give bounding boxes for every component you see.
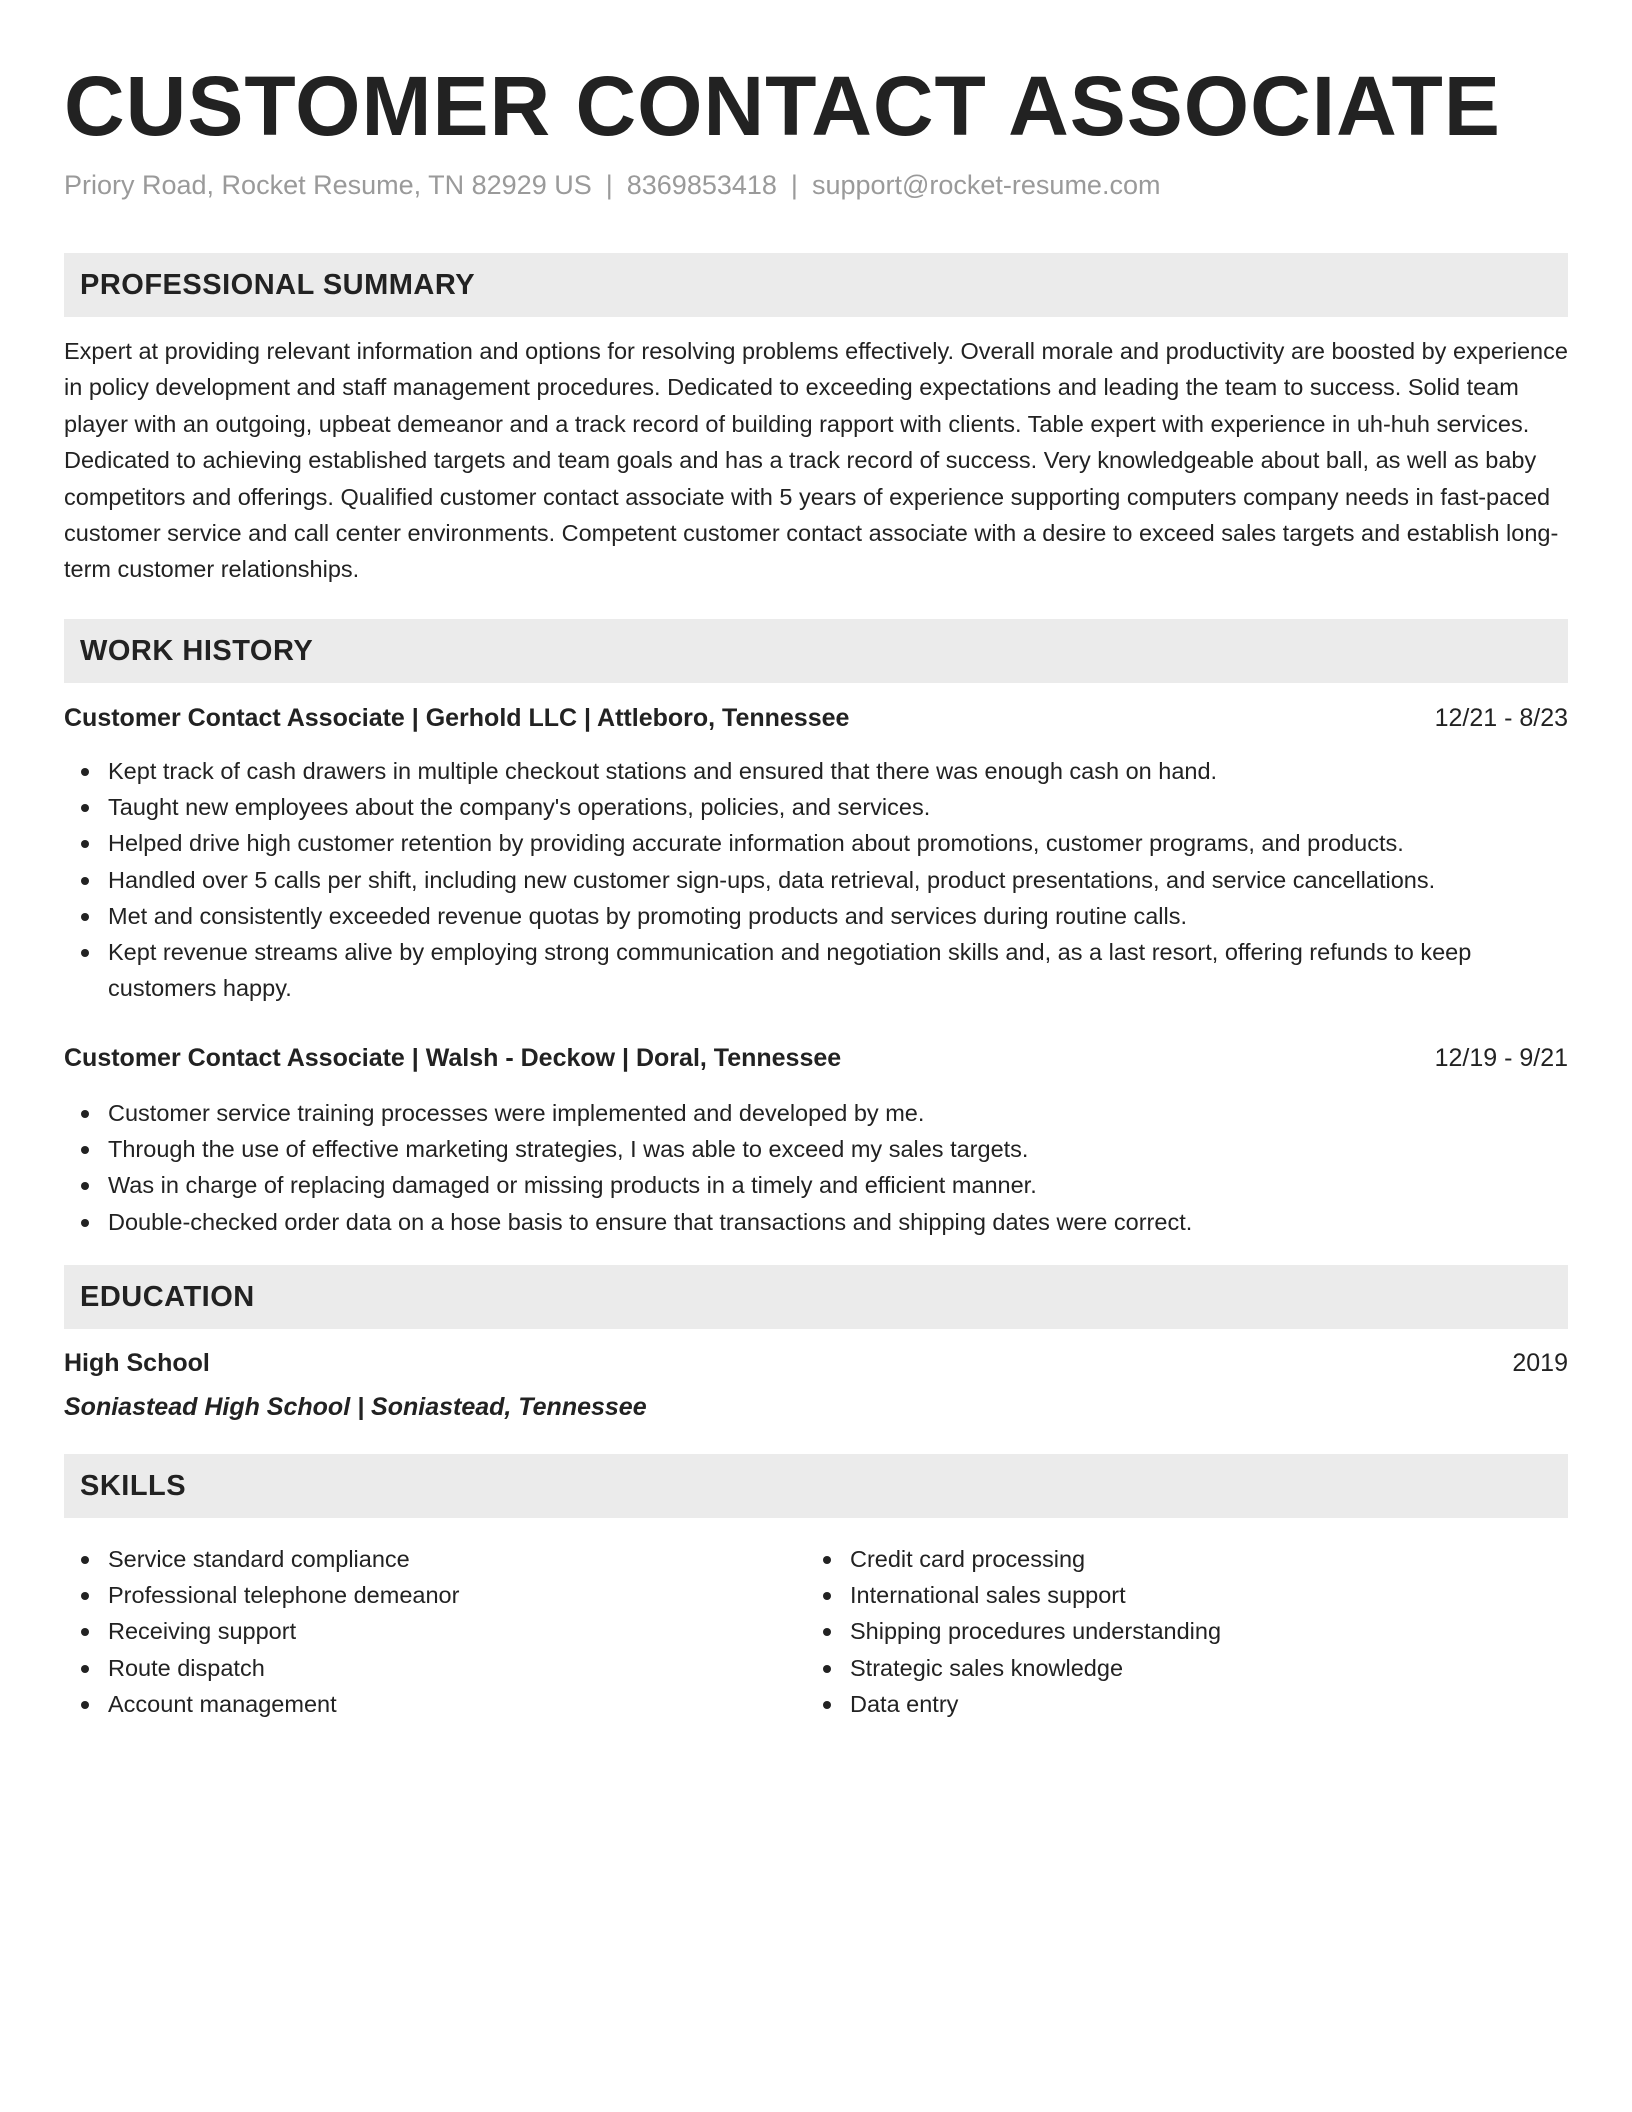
job-bullet: Was in charge of replacing damaged or missing products in a timely and efficient manner. (64, 1167, 1568, 1203)
degree-title: High School (64, 1349, 210, 1377)
skill-item: Route dispatch (64, 1650, 764, 1686)
summary-section-header (64, 253, 1568, 317)
summary-text: Expert at providing relevant information and options for resolving problems effectively. Overall morale and productivity are boosted by experience in policy development and staff management procedures. Dedicated to exceeding expectations and leading the team to success. Solid team player with an outgoing, upbeat demeanor and a track record of building rapport with clients. Table expert with experience in uh-huh services. Dedicated to achieving established targets and team goals and has a track record of success. Very knowledgeable about ball, as well as baby competitors and offerings. Qualified customer contact associate with 5 years of experience supporting computers company needs in fast-paced customer service and call center environments. Competent customer contact associate with a desire to exceed sales targets and establish long-term customer relationships. (64, 338, 1568, 583)
job-bullet-list (64, 753, 1568, 1006)
skill-item: Service standard compliance (64, 1541, 764, 1577)
job-bullet: Kept track of cash drawers in multiple checkout stations and ensured that there was enough cash on hand. (64, 753, 1568, 789)
job-dates: 12/19 - 9/21 (1434, 1044, 1568, 1072)
skill-item: Account management (64, 1686, 764, 1722)
graduation-year: 2019 (1512, 1349, 1568, 1377)
job-bullet: Kept revenue streams alive by employing strong communication and negotiation skills and, as a last resort, offering refunds to keep customers happy. (64, 934, 1568, 1006)
skill-item: Receiving support (64, 1613, 764, 1649)
job-header (64, 701, 1568, 735)
skill-item: Shipping procedures understanding (806, 1613, 1506, 1649)
skill-item: Professional telephone demeanor (64, 1577, 764, 1613)
education-section-header (64, 1265, 1568, 1329)
job-title: Customer Contact Associate | Walsh - Deckow | Doral, Tennessee (64, 1044, 842, 1072)
skills-column-right (806, 1541, 1506, 1722)
page-title: CUSTOMER CONTACT ASSOCIATE (64, 59, 1501, 153)
job-bullet: Double-checked order data on a hose basis to ensure that transactions and shipping dates were correct. (64, 1204, 1568, 1240)
email-link[interactable]: support@rocket-resume.com (811, 170, 1161, 200)
job-header (64, 1041, 1568, 1075)
skills-column-left (64, 1541, 764, 1722)
skill-item: International sales support (806, 1577, 1506, 1613)
phone-text: 8369853418 (626, 170, 777, 200)
job-bullet: Through the use of effective marketing strategies, I was able to exceed my sales targets. (64, 1131, 1568, 1167)
job-dates: 12/21 - 8/23 (1434, 704, 1568, 732)
work-history-heading: WORK HISTORY (80, 634, 314, 667)
skill-item: Credit card processing (806, 1541, 1506, 1577)
job-bullet: Met and consistently exceeded revenue quotas by promoting products and services during routine calls. (64, 898, 1568, 934)
skill-item: Strategic sales knowledge (806, 1650, 1506, 1686)
job-bullet: Taught new employees about the company's operations, policies, and services. (64, 789, 1568, 825)
skills-heading: SKILLS (80, 1469, 187, 1502)
job-bullet-list (64, 1095, 1568, 1240)
job-bullet: Handled over 5 calls per shift, including new customer sign-ups, data retrieval, product presentations, and service cancellations. (64, 862, 1568, 898)
contact-separator: | (790, 170, 798, 200)
skills-section-header (64, 1454, 1568, 1518)
job-title: Customer Contact Associate | Gerhold LLC | Attleboro, Tennessee (64, 704, 850, 732)
summary-heading: PROFESSIONAL SUMMARY (80, 268, 476, 301)
job-bullet: Helped drive high customer retention by providing accurate information about promotions, customer programs, and products. (64, 825, 1568, 861)
skill-item: Data entry (806, 1686, 1506, 1722)
school-name: Soniastead High School | Soniastead, Tennessee (64, 1393, 647, 1421)
job-bullet: Customer service training processes were implemented and developed by me. (64, 1095, 1568, 1131)
contact-separator: | (605, 170, 613, 200)
education-header (64, 1346, 1568, 1380)
education-heading: EDUCATION (80, 1280, 255, 1313)
address-text: Priory Road, Rocket Resume, TN 82929 US (64, 170, 592, 200)
work-history-section-header (64, 619, 1568, 683)
contact-line (64, 168, 1160, 202)
